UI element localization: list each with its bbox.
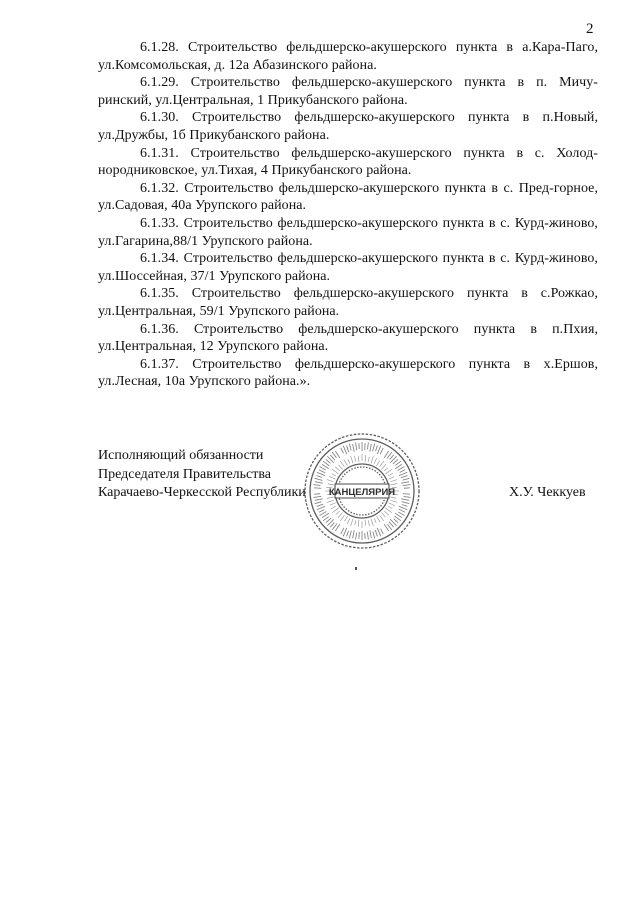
- list-item: 6.1.31. Строительство фельдшерско-акушерского пункта в с. Холод-нородниковское, ул.Тихая, 4 Прикубанского района.: [98, 145, 598, 179]
- list-item: 6.1.28. Строительство фельдшерско-акушерского пункта в а.Кара-Паго, ул.Комсомольская, д. 12а Абазинского района.: [98, 40, 598, 73]
- list-item: 6.1.34. Строительство фельдшерско-акушерского пункта в с. Курд-жиново, ул.Шоссейная, 37/1 Урупского района.: [98, 251, 598, 284]
- list-item: 6.1.33. Строительство фельдшерско-акушерского пункта в с. Курд-жиново, ул.Гагарина,88/1 Урупского района.: [98, 215, 598, 249]
- svg-text:КАНЦЕЛЯРИЯ: КАНЦЕЛЯРИЯ: [328, 487, 396, 498]
- list-item: 6.1.29. Строительство фельдшерско-акушерского пункта в п. Мичу-ринский, ул.Центральная, 1 Прикубанского района.: [98, 75, 598, 108]
- signer-name: Х.У. Чеккуев: [509, 485, 586, 500]
- list-item: 6.1.30. Строительство фельдшерско-акушерского пункта в п.Новый, ул.Дружбы, 1б Прикубанского района.: [98, 110, 598, 143]
- page-number: 2: [586, 21, 594, 37]
- signer-title-line-1: Исполняющий обязанности: [98, 448, 264, 463]
- signer-title-line-3: Карачаево-Черкесской Республики: [98, 485, 306, 500]
- list-item: 6.1.35. Строительство фельдшерско-акушерского пункта в с.Рожкао, ул.Центральная, 59/1 Урупского района.: [98, 286, 598, 319]
- item-list: [98, 39, 598, 391]
- list-item: 6.1.32. Строительство фельдшерско-акушерского пункта в с. Пред-горное, ул.Садовая, 40а Урупского района.: [98, 180, 598, 214]
- signer-title-line-2: Председателя Правительства: [98, 466, 272, 482]
- scan-speck: [355, 567, 357, 570]
- list-item: 6.1.36. Строительство фельдшерско-акушерского пункта в п.Пхия, ул.Центральная, 12 Урупского района.: [98, 321, 598, 355]
- official-seal-stamp: [302, 431, 422, 551]
- signature-block: [98, 447, 306, 503]
- list-item: 6.1.37. Строительство фельдшерско-акушерского пункта в х.Ершов, ул.Лесная, 10а Урупского района.».: [98, 356, 598, 390]
